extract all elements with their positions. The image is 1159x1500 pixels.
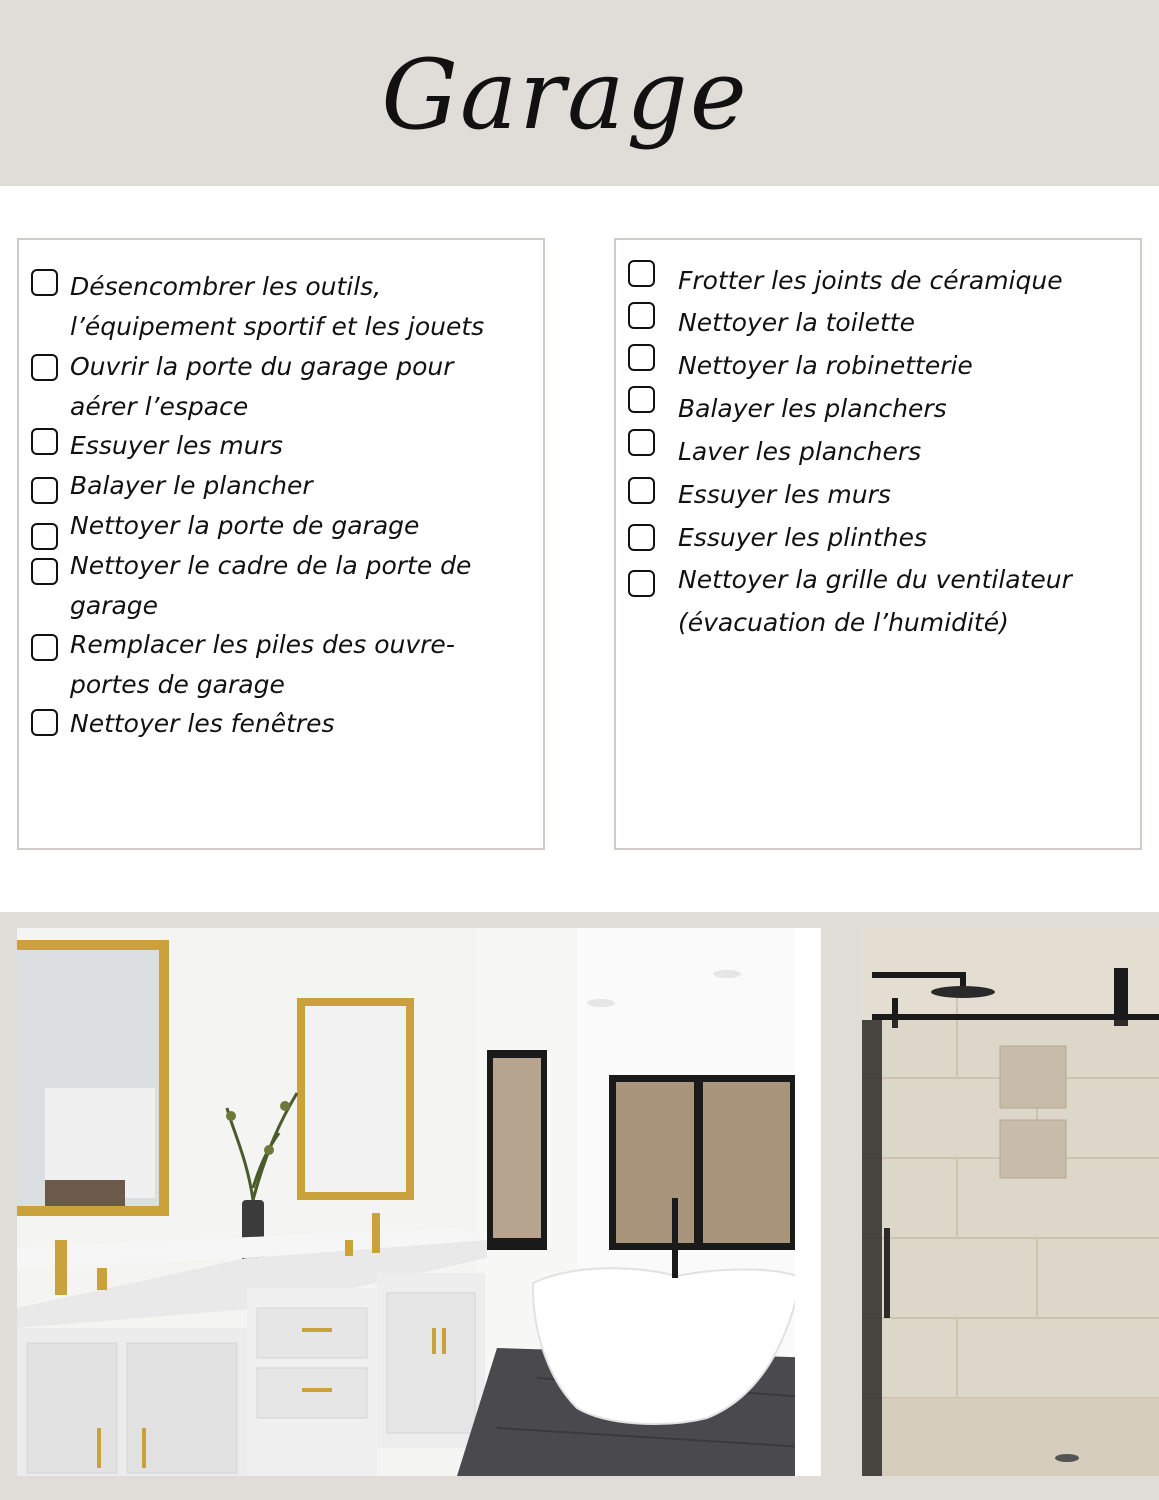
checklist-item-label: Nettoyer les fenêtres <box>70 709 335 738</box>
checkbox[interactable] <box>31 558 58 585</box>
checklist-item-label: l’équipement sportif et les jouets <box>70 312 485 341</box>
checklist-item-label: Balayer le plancher <box>70 471 313 500</box>
checkbox[interactable] <box>628 386 655 413</box>
bathroom-vanity-photo <box>17 928 821 1476</box>
checkbox[interactable] <box>31 269 58 296</box>
header-band <box>0 0 1159 186</box>
checklist-item-label: Désencombrer les outils, <box>70 272 382 301</box>
checklist-panel-right <box>614 238 1142 850</box>
checklist-item-label: Nettoyer la robinetterie <box>678 351 973 380</box>
checkbox[interactable] <box>31 477 58 504</box>
checklist-item-label: (évacuation de l’humidité) <box>678 608 1009 637</box>
checklist-item-label: garage <box>70 591 159 620</box>
checklist-item-label: Laver les planchers <box>678 437 922 466</box>
checklist-item-label: Essuyer les murs <box>70 431 283 460</box>
checklist-item-label: Essuyer les murs <box>678 480 891 509</box>
checkbox[interactable] <box>31 634 58 661</box>
checklist-item-label: Remplacer les piles des ouvre- <box>70 630 455 659</box>
checkbox[interactable] <box>31 523 58 550</box>
checkbox[interactable] <box>628 344 655 371</box>
checkbox[interactable] <box>31 428 58 455</box>
checklist-item-label: Nettoyer la grille du ventilateur <box>678 565 1072 594</box>
checkbox[interactable] <box>628 570 655 597</box>
checklist-item-label: Essuyer les plinthes <box>678 523 928 552</box>
page-title: Garage <box>381 39 749 151</box>
checkbox[interactable] <box>628 477 655 504</box>
checklist-item-label: Ouvrir la porte du garage pour <box>70 352 454 381</box>
checkbox[interactable] <box>628 302 655 329</box>
checkbox[interactable] <box>628 260 655 287</box>
checklist-item-label: portes de garage <box>70 670 285 699</box>
checkbox[interactable] <box>31 709 58 736</box>
checklist-item-label: Balayer les planchers <box>678 394 947 423</box>
shower-photo <box>862 928 1159 1476</box>
checklist-item-label: Nettoyer la porte de garage <box>70 511 420 540</box>
checkbox[interactable] <box>31 354 58 381</box>
checklist-item-label: Nettoyer le cadre de la porte de <box>70 551 472 580</box>
checkbox[interactable] <box>628 429 655 456</box>
checklist-item-label: aérer l’espace <box>70 392 249 421</box>
checklist-item-label: Frotter les joints de céramique <box>678 266 1063 295</box>
checkbox[interactable] <box>628 524 655 551</box>
checklist-panel-left <box>17 238 545 850</box>
checklist-item-label: Nettoyer la toilette <box>678 308 915 337</box>
